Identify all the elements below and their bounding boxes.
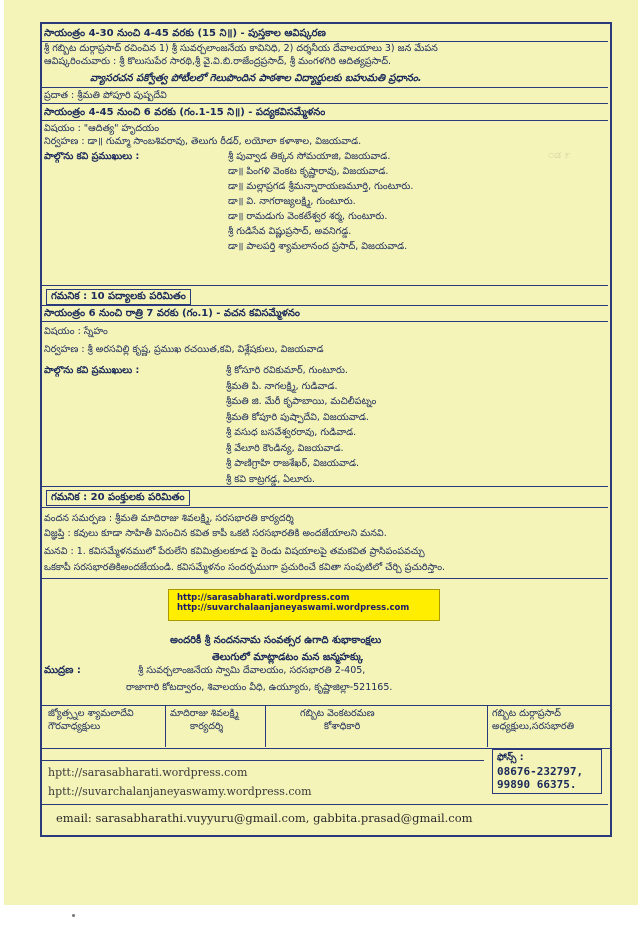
member-3 [266, 705, 488, 747]
member-3-name: గబ్బిట వెంకటరమణ [300, 708, 375, 719]
member-2-role: కార్యదర్శి [190, 721, 224, 732]
vote-of-thanks: వందన సమర్పణ : శ్రీమతి మాదిరాజు శివలక్ష్మి, సరసభారతి కార్యదర్శి [44, 513, 294, 524]
session1-header: సాయంత్రం 4-30 నుంచి 4-45 వరకు (15 ని॥) - పుస్తకాల ఆవిష్కరణ [44, 28, 326, 39]
member-4-role: అధ్యక్షులు,సరసభారతి [492, 721, 575, 732]
session2-topic: విషయం : "ఆదిత్య" హృదయం [44, 123, 160, 134]
divider [42, 305, 608, 306]
telugu-slogan: తెలుగులో మాట్లాడటం మన జన్మహక్కు [212, 652, 364, 663]
member-2-name: మాదిరాజు శివలక్ష్మి [170, 708, 239, 719]
session2-header: సాయంత్రం 4-45 నుంచి 6 వరకు (గం.1-15 ని॥) - పద్యకవిసమ్మేళనం [44, 107, 326, 118]
divider [42, 507, 608, 508]
manavi-line2: ఒకకాపీ సరసభారతికిఅందజేయండి. కవిసమ్మేళనం సందర్భముగా ప్రచురించే కవితా సంపుటిలో చేర్చి ప్రచురిస్తాం. [44, 562, 446, 573]
links-highlight-box [168, 589, 440, 621]
poet-entry: శ్రీ వేలూరి కౌండిన్య, విజయవాడ. [226, 442, 344, 454]
poet-entry: శ్రీ వసుధ బసవేశ్వరరావు, గుడివాడ. [226, 427, 357, 438]
session3-anchor: నిర్వహణ : శ్రీ అరసవిల్లి కృష్ణ, ప్రముఖ రచయిత,కవి, విశ్లేషకులు, విజయవాడ [44, 344, 324, 355]
divider [42, 321, 608, 322]
session1-releasers-line: ఆవిష్కరించువారు : శ్రీ కొలుసుపేర సారథి,శ్రీ వై.వి.బి.రాజేంద్రప్రసాద్, శ్రీ మంగళగిరి ఆదిత్యప్రసాద్. [44, 56, 392, 67]
poet-entry: శ్రీ పాణిగ్రాహి రాజశేఖర్, విజయవాడ. [226, 458, 360, 469]
print-label: ముద్రణ : [44, 665, 81, 676]
session3-poets-label: పాల్గొను కవి ప్రముఖులు : [44, 365, 140, 376]
stray-dot [72, 914, 75, 917]
phones-box [492, 749, 602, 794]
phone-1: 08676-232797, [497, 765, 584, 778]
phones-label: ఫోన్స్ : [497, 752, 524, 763]
print-line2: రాజాగారి కోటద్వారం, శివాలయం వీధి, ఉయ్యూరు, కృష్ణాజిల్లా-521165. [126, 682, 393, 693]
manavi-line1: మనవి : 1. కవిసమ్మేళనములో పేరులేని కవిమిత్రులకూడ పై రెండు విషయాలపై తమకవిత ప్రాసిపంపవచ్చు [44, 546, 425, 557]
link-suvarchala[interactable]: http://suvarchalaanjaneyaswami.wordpress.com [177, 603, 410, 613]
poet-entry: శ్రీమతి పి. నాగలక్ష్మి, గుడివాడ. [226, 380, 338, 392]
poet-entry: శ్రీ కవి కాట్రగడ్డ, ఏలూరు. [226, 473, 315, 485]
divider [42, 120, 608, 121]
footer-email[interactable]: email: sarasabharathi.vuyyuru@gmail.com, gabbita.prasad@gmail.com [56, 811, 473, 825]
divider [42, 486, 608, 487]
poet-entry: శ్రీమతి జి. మేరీ కృపాబాయి, మచిలీపట్నం [226, 396, 377, 407]
poet-entry: డా॥ పింగళి వెంకట కృష్ణారావు, విజయవాడ. [228, 166, 389, 177]
bleed-through-watermark: ೦ಡ ೯ [548, 148, 571, 161]
print-line1: శ్రీ సువర్చలాంజనేయ స్వామి దేవాలయం, సరసభారతి 2-405, [138, 665, 366, 676]
session3-header: సాయంత్రం 6 నుంచి రాత్రి 7 వరకు (గం.1) - వచన కవిసమ్మేళనం [44, 308, 300, 319]
member-1-name: జ్యోత్స్నల శ్యామలాదేవి [48, 708, 134, 719]
member-3-role: కోశాధికారి [324, 721, 361, 732]
poet-entry: డా॥ పాలపర్తి శ్యామలానంద ప్రసాద్, విజయవాడ. [228, 241, 408, 252]
divider [42, 285, 608, 286]
member-2 [166, 705, 266, 747]
phone-2: 99890 66375. [497, 778, 577, 791]
ugadi-greeting: అందరికీ శ్రీ నందననామ సంవత్సర ఉగాది శుభాకాంక్షలు [170, 635, 382, 646]
divider [42, 103, 608, 104]
divider [42, 760, 484, 761]
member-1 [44, 705, 166, 747]
session2-poets-label: పాల్గొను కవి ప్రముఖులు : [44, 151, 140, 162]
poet-entry: డా॥ రామడుగు వెంకటేశ్వర శర్మ, గుంటూరు. [228, 211, 388, 222]
member-1-role: గౌరవాధ్యక్షులు [48, 721, 101, 732]
footer-url-1[interactable]: hptt://sarasabharati.wordpress.com [48, 766, 248, 779]
poet-entry: డా॥ మల్లాప్రగడ శ్రీమన్నారాయణమూర్తి, గుంటూరు. [228, 181, 414, 192]
session2-anchor: నిర్వహణ : డా॥ గుమ్మా సాంబశివరావు, తెలుగు రీడర్, లయోలా కళాశాల, విజయవాడ. [44, 136, 362, 147]
member-4 [488, 705, 606, 747]
poet-entry: డా॥ వి. నాగరాజ్యలక్ష్మి, గుంటూరు. [228, 196, 356, 207]
poet-entry: శ్రీ కోసూరి రవికుమార్, గుంటూరు. [226, 365, 348, 376]
session1-giver-line: ప్రదాత : శ్రీమతి పోపూరి పుష్పదేవి [44, 90, 167, 101]
session1-prize-line: వ్యాసరచన పక్వోత్వ పోటీలలో గెలుపొందిన పాఠశాల విద్యార్థులకు బహుమతి ప్రధానం. [90, 73, 422, 84]
poet-entry: శ్రీ గుడిసేవ విష్ణుప్రసాద్, అవనిగడ్డ. [228, 226, 352, 237]
poet-entry: శ్రీమతి కోపూరి పుష్పాదేవి, విజయవాడ. [226, 411, 369, 423]
session3-note: గమనిక : 20 పంక్తులకు పరిమితం [46, 490, 190, 506]
session1-books-line: శ్రీ గబ్బిట దుర్గాప్రసాద్ రచించిన 1) శ్రీ సువర్చలాంజనేయ కావినిధి, 2) దర్శనీయ దేవాలయాలు 3) జన మేపన [44, 43, 438, 54]
session2-note: గమనిక : 10 పద్యాలకు పరిమితం [46, 289, 191, 305]
divider [42, 87, 608, 88]
member-4-name: గబ్బిట దుర్గాప్రసాద్ [492, 708, 562, 719]
link-sarasabharati[interactable]: http://sarasabharati.wordpress.com [177, 593, 350, 603]
session3-topic: విషయం : స్నేహం [44, 326, 108, 337]
footer-url-2[interactable]: hptt://suvarchalanjaneyaswamy.wordpress.com [48, 785, 312, 798]
divider [42, 578, 608, 579]
divider [42, 804, 608, 805]
request-line: విజ్ఞప్తి : కవులు కూడా సాహితీ విసంచిన కవిత కాపీ ఒకటి సరసభారతికి అందజేయాలని మనవి. [44, 528, 387, 539]
poet-entry: శ్రీ పువ్వాడ తిక్కన సోమయాజి, విజయవాడ. [228, 151, 391, 162]
